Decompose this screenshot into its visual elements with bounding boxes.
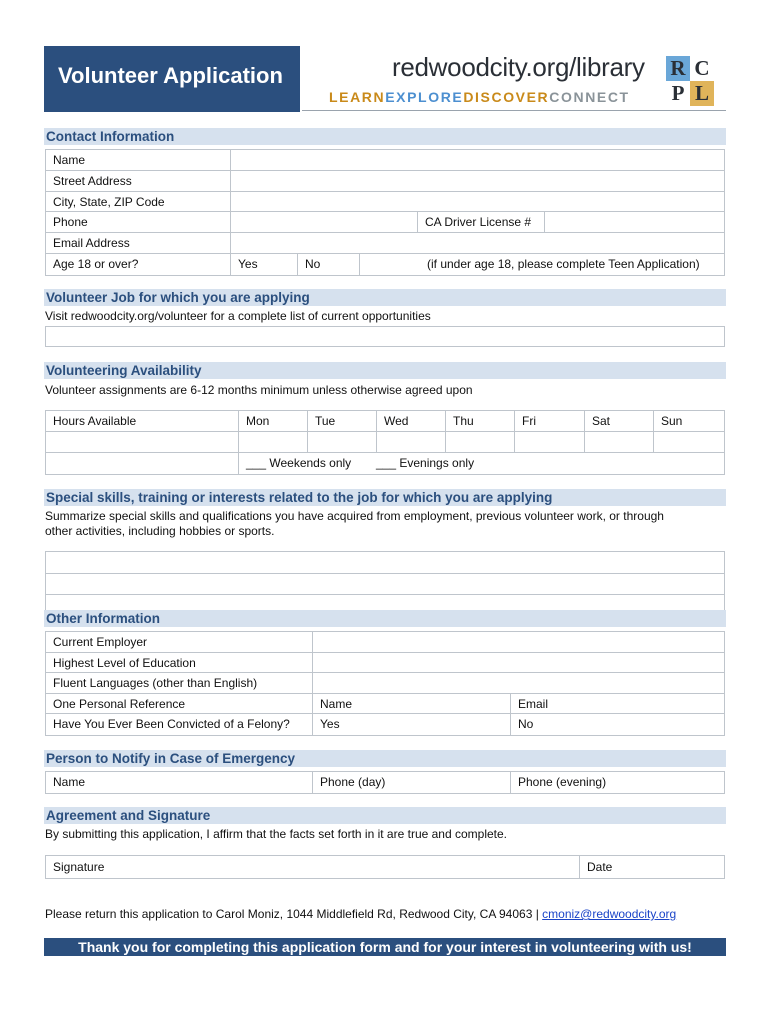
evenings-only-option[interactable]: ___ Evenings only: [376, 456, 475, 470]
other-table: [45, 631, 725, 736]
email-input[interactable]: [230, 233, 726, 253]
tagline-discover: DISCOVER: [463, 89, 550, 105]
skills-table: [45, 551, 725, 617]
contact-row-age: [46, 254, 724, 275]
reference-email-input[interactable]: Email: [510, 694, 726, 713]
name-input[interactable]: [230, 150, 726, 170]
return-address-text: Please return this application to Carol Moniz, 1044 Middlefield Rd, Redwood City, CA 94063 |: [45, 907, 543, 921]
contact-row-email: [46, 233, 724, 254]
emergency-row: [46, 772, 724, 793]
hours-mon-input[interactable]: [238, 432, 307, 452]
email-label: Email Address: [53, 236, 130, 250]
day-mon: Mon: [238, 411, 307, 431]
date-input[interactable]: Date: [579, 856, 726, 878]
availability-heading: Volunteering Availability: [44, 362, 726, 379]
languages-input[interactable]: [312, 673, 726, 693]
contact-heading: Contact Information: [44, 128, 726, 145]
hours-row-label-cell: [46, 432, 238, 452]
license-label: CA Driver License #: [417, 212, 544, 232]
hours-tue-input[interactable]: [307, 432, 376, 452]
return-instructions: [45, 907, 676, 921]
skills-heading: Special skills, training or interests related to the job for which you are applying: [44, 489, 726, 506]
day-sat: Sat: [584, 411, 653, 431]
rcpl-letter-c: C: [690, 56, 714, 81]
availability-note: Volunteer assignments are 6-12 months minimum unless otherwise agreed upon: [45, 383, 473, 397]
hours-thu-input[interactable]: [445, 432, 514, 452]
contact-table: [45, 149, 725, 276]
day-thu: Thu: [445, 411, 514, 431]
phone-label: Phone: [53, 215, 88, 229]
hours-wed-input[interactable]: [376, 432, 445, 452]
other-heading: Other Information: [44, 610, 726, 627]
education-label: Highest Level of Education: [53, 656, 196, 670]
age-yes-option[interactable]: Yes: [230, 254, 297, 275]
availability-hours-row: [46, 432, 724, 453]
other-row-employer: [46, 632, 724, 653]
languages-label: Fluent Languages (other than English): [53, 676, 258, 690]
hours-sat-input[interactable]: [584, 432, 653, 452]
age-no-option[interactable]: No: [297, 254, 359, 275]
felony-no-option[interactable]: No: [510, 714, 726, 735]
phone-input[interactable]: [230, 212, 417, 232]
other-row-reference: [46, 694, 724, 714]
availability-header-row: [46, 411, 724, 432]
agreement-heading: Agreement and Signature: [44, 807, 726, 824]
employer-input[interactable]: [312, 632, 726, 652]
teen-application-note: (if under age 18, please complete Teen Application): [359, 254, 726, 275]
felony-yes-option[interactable]: Yes: [312, 714, 510, 735]
rcpl-letter-p: P: [666, 81, 690, 106]
name-label: Name: [53, 153, 86, 167]
thank-you-banner: Thank you for completing this application form and for your interest in volunteering with us!: [44, 938, 726, 956]
contact-row-phone: [46, 212, 724, 233]
street-label: Street Address: [53, 174, 132, 188]
rcpl-letter-l: L: [690, 81, 714, 106]
tagline: [329, 89, 630, 105]
signature-row: [46, 856, 724, 878]
contact-email-link[interactable]: cmoniz@redwoodcity.org: [542, 907, 677, 921]
reference-label: One Personal Reference: [53, 697, 186, 711]
weekends-only-option[interactable]: ___ Weekends only: [238, 453, 369, 474]
day-wed: Wed: [376, 411, 445, 431]
city-input[interactable]: [230, 192, 726, 211]
day-sun: Sun: [653, 411, 726, 431]
city-label: City, State, ZIP Code: [53, 195, 165, 209]
options-label-cell: [46, 453, 238, 474]
header-divider: [302, 110, 726, 111]
skills-note-line1: Summarize special skills and qualifications you have acquired from employment, previous volunteer work, or through: [45, 509, 664, 523]
signature-input[interactable]: Signature: [53, 860, 105, 874]
emergency-table: [45, 771, 725, 794]
contact-row-city: [46, 192, 724, 212]
availability-options-row: [46, 453, 724, 474]
tagline-connect: CONNECT: [549, 89, 630, 105]
contact-row-street: [46, 171, 724, 192]
rcpl-logo: [666, 56, 714, 106]
emergency-phone-day-input[interactable]: Phone (day): [312, 772, 510, 793]
felony-label: Have You Ever Been Convicted of a Felony?: [53, 717, 290, 731]
other-row-felony: [46, 714, 724, 735]
library-url-logo: redwoodcity.org/library: [392, 52, 645, 82]
day-fri: Fri: [514, 411, 584, 431]
rcpl-letter-r: R: [666, 56, 690, 81]
signature-table: [45, 855, 725, 879]
hours-fri-input[interactable]: [514, 432, 584, 452]
hours-sun-input[interactable]: [653, 432, 726, 452]
employer-label: Current Employer: [53, 635, 148, 649]
other-row-languages: [46, 673, 724, 694]
emergency-phone-evening-input[interactable]: Phone (evening): [510, 772, 726, 793]
job-input[interactable]: [45, 326, 725, 347]
other-row-education: [46, 653, 724, 673]
education-input[interactable]: [312, 653, 726, 672]
job-note: Visit redwoodcity.org/volunteer for a complete list of current opportunities: [45, 309, 431, 323]
street-input[interactable]: [230, 171, 726, 191]
skills-input-line1[interactable]: [46, 552, 724, 574]
skills-note-line2: other activities, including hobbies or sports.: [45, 524, 275, 538]
job-heading: Volunteer Job for which you are applying: [44, 289, 726, 306]
tagline-explore: EXPLORE: [385, 89, 464, 105]
age-label: Age 18 or over?: [53, 257, 139, 271]
emergency-heading: Person to Notify in Case of Emergency: [44, 750, 726, 767]
emergency-name-input[interactable]: Name: [53, 775, 86, 789]
day-tue: Tue: [307, 411, 376, 431]
skills-input-line2[interactable]: [46, 574, 724, 595]
contact-row-name: [46, 150, 724, 171]
reference-name-input[interactable]: Name: [312, 694, 510, 713]
availability-table: [45, 410, 725, 475]
license-input[interactable]: [544, 212, 726, 232]
page-title: Volunteer Application: [44, 46, 300, 112]
agreement-note: By submitting this application, I affirm that the facts set forth in it are true and complete.: [45, 827, 508, 841]
hours-available-label: Hours Available: [53, 414, 137, 428]
tagline-learn: LEARN: [329, 89, 386, 105]
